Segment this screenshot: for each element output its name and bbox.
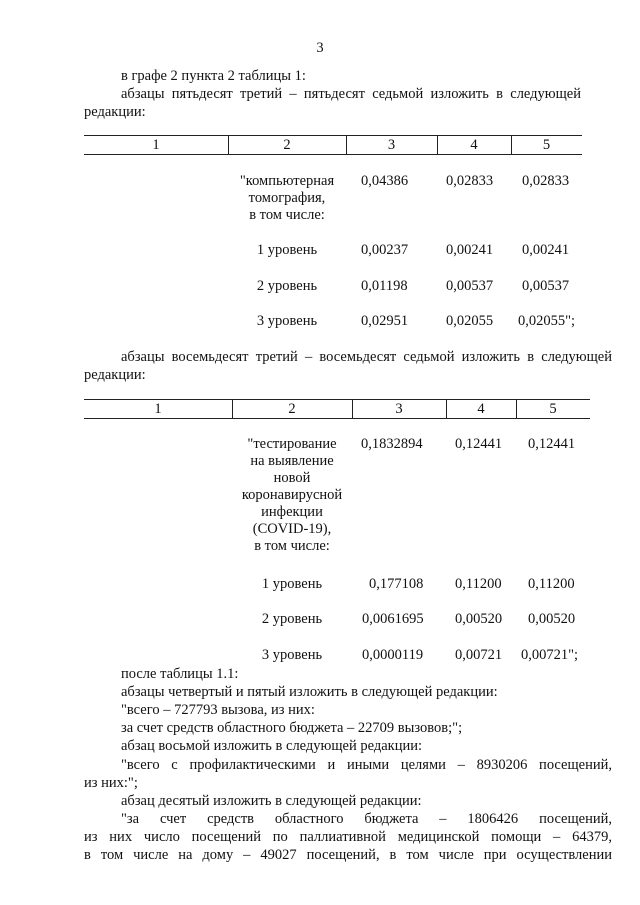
table-1-header-2: 2 [283, 137, 291, 153]
table-1-header-1: 1 [152, 137, 160, 153]
table-1-row-2-c5: 0,00241 [522, 242, 570, 258]
tail-line-6: "всего с профилактическими и иными целями – 8930206 посещений, [121, 757, 612, 773]
table-2-row-2-c3: 0,177108 [369, 576, 424, 592]
tail-line-9: "за счет средств областного бюджета – 1806426 посещений, [121, 811, 612, 827]
table-1-row-3-label: 2 уровень [256, 278, 318, 294]
tail-line-1: после таблицы 1.1: [121, 666, 239, 682]
table-1-row-4-label: 3 уровень [256, 313, 318, 329]
table-1-header-4: 4 [470, 137, 478, 153]
table-2-row-3-c4: 0,00520 [455, 611, 503, 627]
table-1-row-2-c4: 0,00241 [446, 242, 494, 258]
table-2-header-5: 5 [549, 401, 557, 417]
table-1-row-1-c3: 0,04386 [361, 173, 409, 189]
mid-line-1: абзацы восемьдесят третий – восемьдесят седьмой изложить в следующей [121, 349, 612, 365]
mid-line-2: редакции: [84, 367, 146, 383]
table-2-header-2: 2 [288, 401, 296, 417]
table-2-row-3-c5: 0,00520 [528, 611, 576, 627]
tail-line-7: из них:"; [84, 775, 138, 791]
table-1-row-1-label: "компьютерная томография, в том числе: [239, 173, 335, 223]
table-1-row-4-c4: 0,02055 [446, 313, 494, 329]
table-2-row-1-c3: 0,1832894 [361, 436, 423, 452]
table-2-row-2-c4: 0,11200 [455, 576, 502, 592]
page-number: 3 [316, 40, 324, 56]
table-2-row-1-label: "тестирование на выявление новой коронавирусной инфекции (COVID-19), в том числе: [241, 436, 343, 554]
table-2-row-4-c4: 0,00721 [455, 647, 503, 663]
table-2-row-4-label: 3 уровень [261, 647, 323, 663]
tail-line-2: абзацы четвертый и пятый изложить в следующей редакции: [121, 684, 498, 700]
table-2-row-2-c5: 0,11200 [528, 576, 575, 592]
table-2-row-3-c3: 0,0061695 [362, 611, 424, 627]
table-1-header-3: 3 [387, 137, 396, 153]
table-2-header-1: 1 [154, 401, 162, 417]
table-1-row-4-c5: 0,02055"; [518, 313, 576, 329]
tail-line-5: абзац восьмой изложить в следующей редакции: [121, 738, 423, 754]
table-1-header-5: 5 [542, 137, 551, 153]
table-2-row-1-c5: 0,12441 [528, 436, 576, 452]
table-2-row-4-c5: 0,00721"; [521, 647, 579, 663]
table-1-row-2-label: 1 уровень [256, 242, 318, 258]
table-2-row-1-c4: 0,12441 [455, 436, 503, 452]
table-1-row-1-c4: 0,02833 [446, 173, 494, 189]
table-2-header-4: 4 [477, 401, 485, 417]
table-2-row-4-c3: 0,0000119 [362, 647, 424, 663]
table-1-row-4-c3: 0,02951 [361, 313, 409, 329]
intro-line-1: в графе 2 пункта 2 таблицы 1: [121, 68, 306, 84]
table-2-header-3: 3 [395, 401, 403, 417]
table-1-row-3-c4: 0,00537 [446, 278, 494, 294]
table-1-row-3-c5: 0,00537 [522, 278, 570, 294]
tail-line-8: абзац десятый изложить в следующей редакции: [121, 793, 422, 809]
table-2-row-3-label: 2 уровень [261, 611, 323, 627]
tail-line-10: из них число посещений по паллиативной медицинской помощи – 64379, [84, 829, 612, 845]
table-1-row-1-c5: 0,02833 [522, 173, 570, 189]
tail-line-3: "всего – 727793 вызова, из них: [121, 702, 315, 718]
table-1-row-3-c3: 0,01198 [361, 278, 408, 294]
intro-line-2: абзацы пятьдесят третий – пятьдесят седьмой изложить в следующей [121, 86, 581, 102]
table-2-row-2-label: 1 уровень [261, 576, 323, 592]
tail-line-11: в том числе на дому – 49027 посещений, в том числе при осуществлении [84, 847, 612, 863]
intro-line-3: редакции: [84, 104, 146, 120]
table-1-row-2-c3: 0,00237 [361, 242, 409, 258]
tail-line-4: за счет средств областного бюджета – 22709 вызовов;"; [121, 720, 463, 736]
